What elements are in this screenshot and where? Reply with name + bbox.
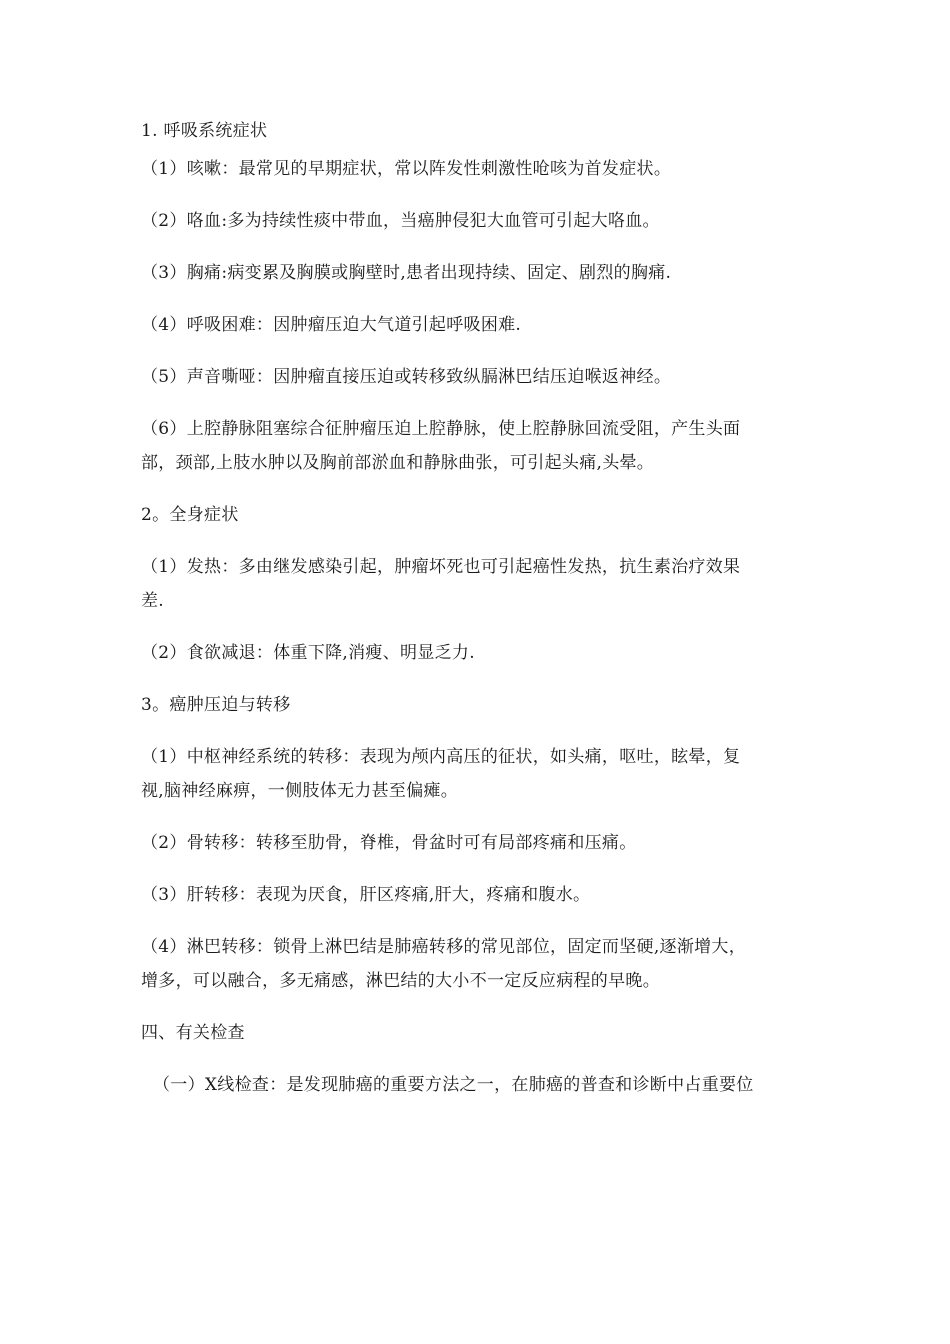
paragraph-dyspnea: （4）呼吸困难：因肿瘤压迫大气道引起呼吸困难. [141, 315, 522, 335]
heading-related-exams: 四、有关检查 [141, 1023, 245, 1043]
paragraph-lymph-metastasis-line1: （4）淋巴转移：锁骨上淋巴结是肺癌转移的常见部位，固定而坚硬,逐渐增大， [141, 937, 747, 957]
paragraph-cough: （1）咳嗽：最常见的早期症状，常以阵发性刺激性呛咳为首发症状。 [141, 159, 672, 179]
paragraph-svc-syndrome-line2: 部，颈部,上肢水肿以及胸前部淤血和静脉曲张，可引起头痛,头晕。 [141, 453, 655, 473]
paragraph-fever-line1: （1）发热：多由继发感染引起，肿瘤坏死也可引起癌性发热，抗生素治疗效果 [141, 557, 741, 577]
paragraph-appetite-loss: （2）食欲减退：体重下降,消瘦、明显乏力. [141, 643, 475, 663]
paragraph-liver-metastasis: （3）肝转移：表现为厌食，肝区疼痛,肝大，疼痛和腹水。 [141, 885, 591, 905]
paragraph-fever-line2: 差. [141, 591, 165, 611]
heading-respiratory-symptoms: 1. 呼吸系统症状 [141, 121, 268, 141]
document-body [141, 114, 821, 1102]
paragraph-cns-metastasis-line1: （1）中枢神经系统的转移：表现为颅内高压的征状，如头痛，呕吐，眩晕，复 [141, 747, 741, 767]
paragraph-chest-pain: （3）胸痛:病变累及胸膜或胸壁时,患者出现持续、固定、剧烈的胸痛. [141, 263, 672, 283]
paragraph-hoarseness: （5）声音嘶哑：因肿瘤直接压迫或转移致纵膈淋巴结压迫喉返神经。 [141, 367, 672, 387]
paragraph-bone-metastasis: （2）骨转移：转移至肋骨，脊椎，骨盆时可有局部疼痛和压痛。 [141, 833, 637, 853]
paragraph-svc-syndrome-line1: （6）上腔静脉阻塞综合征肿瘤压迫上腔静脉，使上腔静脉回流受阻，产生头面 [141, 419, 741, 439]
paragraph-lymph-metastasis-line2: 增多，可以融合，多无痛感，淋巴结的大小不一定反应病程的早晚。 [141, 971, 660, 991]
heading-systemic-symptoms: 2。全身症状 [141, 505, 239, 525]
paragraph-hemoptysis: （2）咯血:多为持续性痰中带血，当癌肿侵犯大血管可引起大咯血。 [141, 211, 660, 231]
paragraph-cns-metastasis-line2: 视,脑神经麻痹，一侧肢体无力甚至偏瘫。 [141, 781, 459, 801]
heading-compression-metastasis: 3。癌肿压迫与转移 [141, 695, 291, 715]
paragraph-xray-exam: （一）X线检查：是发现肺癌的重要方法之一，在肺癌的普查和诊断中占重要位 [153, 1075, 754, 1095]
